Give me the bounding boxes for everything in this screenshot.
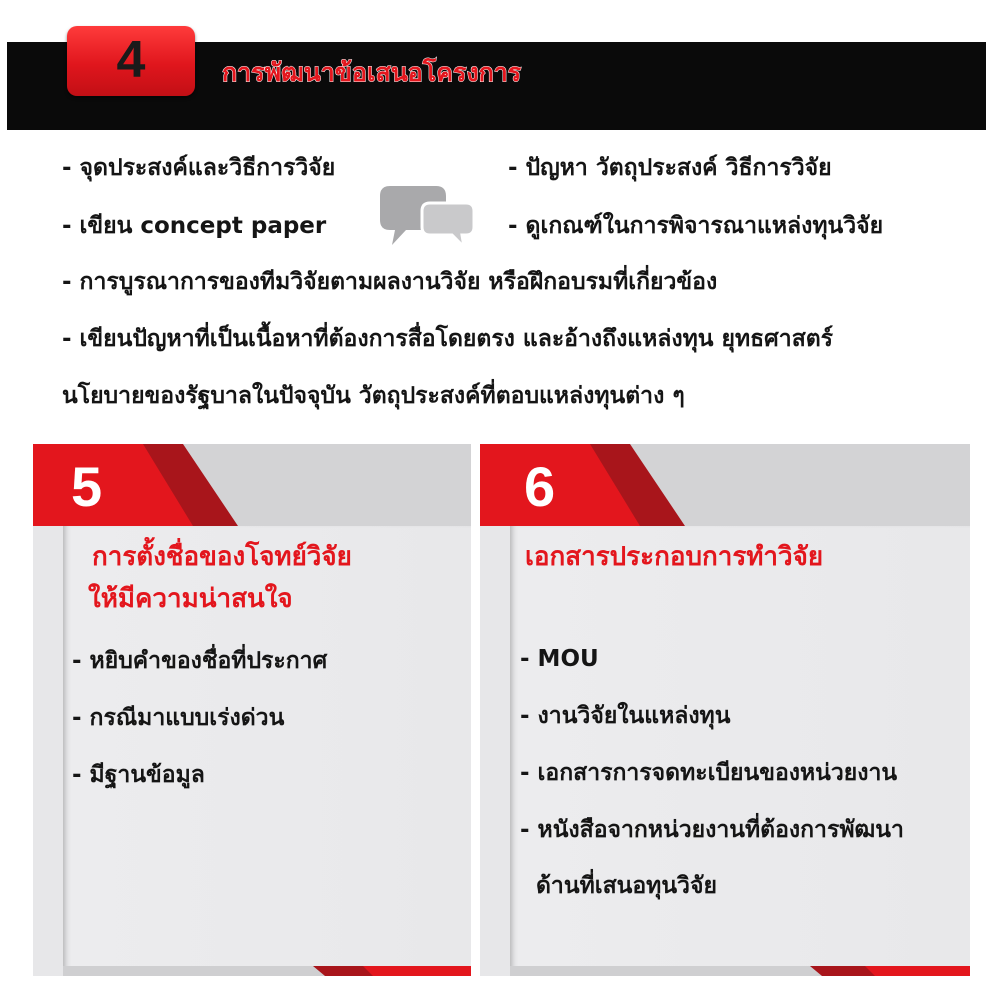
section-5-item-database: - มีฐานข้อมูล (72, 762, 205, 788)
section-4-line-policy: นโยบายของรัฐบาลในปัจจุบัน วัตถุประสงค์ที่ตอบแหล่งทุนต่าง ๆ (62, 383, 685, 409)
section-6-item-registration-docs: - เอกสารการจดทะเบียนของหน่วยงาน (520, 760, 898, 786)
section-4-item-problem-objective: - ปัญหา วัตถุประสงค์ วิธีการวิจัย (508, 155, 832, 181)
section-6-item-funded-research: - งานวิจัยในแหล่งทุน (520, 703, 731, 729)
section-4-line-write-problem: - เขียนปัญหาที่เป็นเนื้อหาที่ต้องการสื่อโดยตรง และอ้างถึงแหล่งทุน ยุทธศาสตร์ (62, 326, 834, 352)
section-6-number: 6 (524, 455, 556, 518)
section-6-red-stripe (480, 444, 695, 526)
section-5-item-urgent: - กรณีมาแบบเร่งด่วน (72, 705, 285, 731)
section-6-panel (510, 526, 970, 976)
section-4-item-funding-criteria: - ดูเกณฑ์ในการพิจารณาแหล่งทุนวิจัย (508, 213, 884, 239)
speech-bubbles-icon (380, 183, 475, 249)
section-4-title: การพัฒนาข้อเสนอโครงการ (222, 58, 522, 87)
section-4-line-team-integration: - การบูรณาการของทีมวิจัยตามผลงานวิจัย หรือฝึกอบรมที่เกี่ยวข้อง (62, 269, 718, 295)
section-5-number: 5 (71, 455, 103, 518)
section-6-item-agency-letter: - หนังสือจากหน่วยงานที่ต้องการพัฒนา (520, 817, 904, 843)
section-4-number-badge (67, 26, 195, 96)
section-4-item-concept-paper: - เขียน concept paper (62, 213, 327, 239)
section-5-item-keywords: - หยิบคำของชื่อที่ประกาศ (72, 648, 328, 674)
section-5-title-line-1: การตั้งชื่อของโจทย์วิจัย (92, 542, 352, 572)
section-6-item-agency-letter-cont: ด้านที่เสนอทุนวิจัย (536, 873, 717, 899)
section-6-title: เอกสารประกอบการทำวิจัย (525, 542, 824, 572)
section-5-red-stripe (33, 444, 248, 526)
section-4-item-objective-method: - จุดประสงค์และวิธีการวิจัย (62, 155, 336, 181)
section-6-item-mou: - MOU (520, 646, 599, 672)
section-5-footer-stripe (63, 966, 471, 976)
section-6-footer-stripe (510, 966, 970, 976)
section-5-title-line-2: ให้มีความน่าสนใจ (88, 584, 293, 614)
section-4-number: 4 (116, 31, 146, 89)
